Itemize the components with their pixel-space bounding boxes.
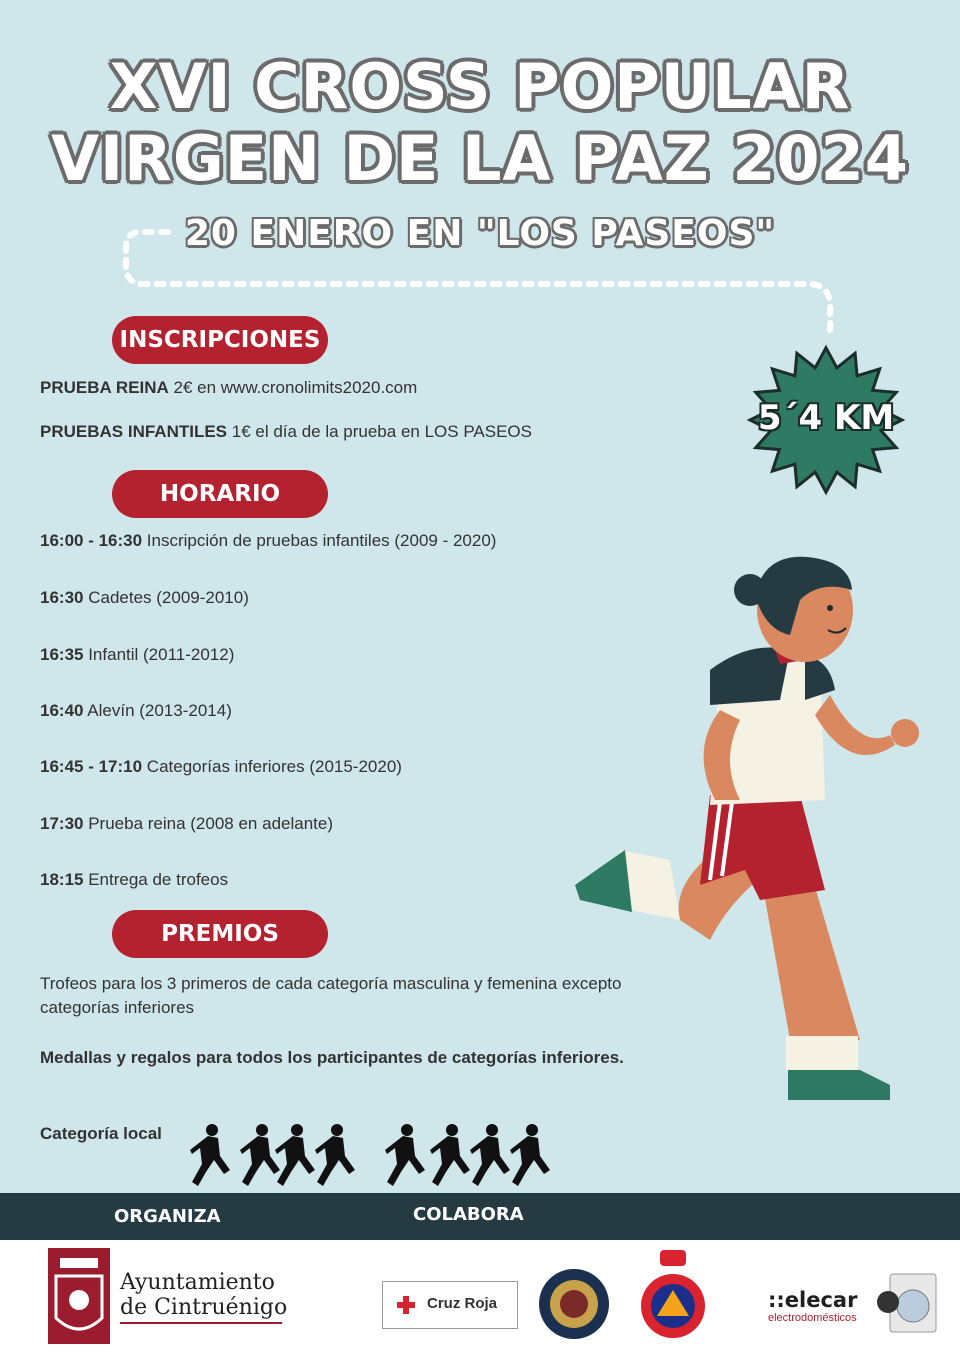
- colabora-label: COLABORA: [413, 1204, 524, 1225]
- runners-silhouette: [180, 1122, 560, 1194]
- schedule-time: 16:40: [40, 701, 84, 720]
- inscripcion-reina-label: PRUEBA REINA: [40, 378, 169, 397]
- schedule-text: Cadetes (2009-2010): [83, 588, 249, 607]
- schedule-time: 16:30: [40, 588, 84, 607]
- schedule-text: Alevín (2013-2014): [83, 701, 232, 720]
- schedule-time: 17:30: [40, 814, 84, 833]
- premios-categoria-local: Categoría local: [40, 1124, 162, 1143]
- schedule-text: Categorías inferiores (2015-2020): [142, 757, 402, 776]
- schedule-time: 16:00 - 16:30: [40, 531, 143, 550]
- schedule-time: 16:45 - 17:10: [40, 757, 143, 776]
- schedule-item: [40, 757, 402, 777]
- schedule-item: [40, 645, 234, 665]
- schedule-item: [40, 701, 232, 721]
- schedule-text: Inscripción de pruebas infantiles (2009 - 2020): [142, 531, 497, 550]
- ayuntamiento-crest-logo: [48, 1248, 110, 1344]
- schedule-time: 18:15: [40, 870, 84, 889]
- organiza-label: ORGANIZA: [114, 1206, 221, 1227]
- schedule-text: Infantil (2011-2012): [83, 645, 235, 664]
- premios-trofeos: Trofeos para los 3 primeros de cada categoría masculina y femenina excepto categorías inferiores: [40, 974, 622, 1017]
- police-badge-logo: [538, 1268, 610, 1340]
- event-subtitle: 20 ENERO EN "LOS PASEOS": [184, 213, 776, 254]
- inscripcion-infantiles-label: PRUEBAS INFANTILES: [40, 422, 228, 441]
- inscripcion-infantiles-text: 1€ el día de la prueba en LOS PASEOS: [227, 422, 532, 441]
- schedule-text: Entrega de trofeos: [83, 870, 229, 889]
- inscripciones-heading: INSCRIPCIONES: [112, 316, 328, 364]
- schedule-item: [40, 588, 249, 608]
- ayuntamiento-line1: Ayuntamiento: [120, 1270, 275, 1295]
- schedule-text: Prueba reina (2008 en adelante): [83, 814, 333, 833]
- elecar-subtitle: electrodomésticos: [768, 1312, 857, 1324]
- washing-machine-icon: [876, 1272, 938, 1334]
- red-cross-icon: [397, 1296, 415, 1314]
- horario-heading: HORARIO: [112, 470, 328, 518]
- schedule-time: 16:35: [40, 645, 84, 664]
- event-title-line1: XVI CROSS POPULAR: [109, 50, 851, 123]
- inscripcion-reina: [40, 378, 417, 398]
- cruz-roja-label: Cruz Roja: [427, 1295, 498, 1312]
- ayuntamiento-underline: [120, 1322, 282, 1324]
- premios-heading: PREMIOS: [112, 910, 328, 958]
- distance-label: 5´4 KM: [757, 398, 895, 438]
- cruz-roja-logo: [382, 1281, 518, 1329]
- inscripcion-infantiles: [40, 422, 532, 442]
- inscripcion-reina-text: 2€ en www.cronolimits2020.com: [168, 378, 418, 397]
- schedule-item: [40, 814, 333, 834]
- ayuntamiento-line2: de Cintruénigo: [120, 1295, 288, 1320]
- runner-illustration: [560, 540, 940, 1110]
- elecar-logo: ::elecar: [768, 1288, 858, 1312]
- proteccion-civil-logo: [640, 1250, 706, 1344]
- ayuntamiento-name: [120, 1270, 287, 1320]
- schedule-item: [40, 870, 228, 890]
- event-title-line2: VIRGEN DE LA PAZ 2024: [51, 122, 909, 195]
- schedule-item: [40, 531, 496, 551]
- premios-medallas: Medallas y regalos para todos los participantes de categorías inferiores.: [40, 1048, 624, 1067]
